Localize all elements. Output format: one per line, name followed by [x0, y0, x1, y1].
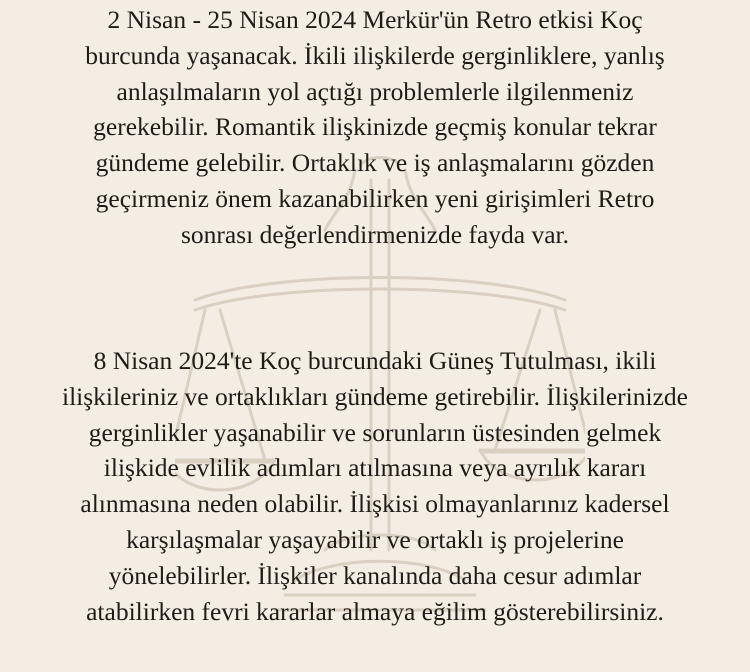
text-line: sonrası değerlendirmenizde fayda var.: [180, 219, 569, 249]
text-line: 2 Nisan - 25 Nisan 2024 Merkür'ün Retro etkisi Koç: [107, 5, 643, 34]
paragraph-mercury-retrograde: [0, 2, 750, 253]
text-line: yönelebilirler. İlişkiler kanalında daha cesur adımlar: [108, 560, 642, 590]
text-line: karşılaşmalar yaşayabilir ve ortaklı iş projelerine: [126, 524, 624, 554]
paragraph-solar-eclipse: [0, 343, 750, 629]
text-line: gündeme gelebilir. Ortaklık ve iş anlaşmalarını gözden: [95, 148, 655, 178]
text-line: 8 Nisan 2024'te Koç burcundaki Güneş Tutulması, ikili: [93, 346, 657, 375]
text-line: gerginlikler yaşanabilir ve sorunların üstesinden gelmek: [88, 417, 662, 447]
text-line: anlaşılmaların yol açtığı problemlerle ilgilenmeniz: [116, 76, 634, 106]
text-line: atabilirken fevri kararlar almaya eğilim gösterebilirsiniz.: [86, 596, 664, 626]
text-line: geçirmeniz önem kazanabilirken yeni girişimleri Retro: [95, 183, 655, 213]
text-line: ilişkileriniz ve ortaklıkları gündeme getirebilir. İlişkilerinizde: [62, 381, 688, 411]
text-line: burcunda yaşanacak. İkili ilişkilerde gerginliklere, yanlış: [85, 40, 665, 70]
text-line: alınmasına neden olabilir. İlişkisi olmayanlarınız kadersel: [80, 489, 670, 519]
text-line: gerekebilir. Romantik ilişkinizde geçmiş konular tekrar: [93, 112, 657, 142]
text-line: ilişkide evlilik adımları atılmasına veya ayrılık kararı: [103, 453, 647, 483]
